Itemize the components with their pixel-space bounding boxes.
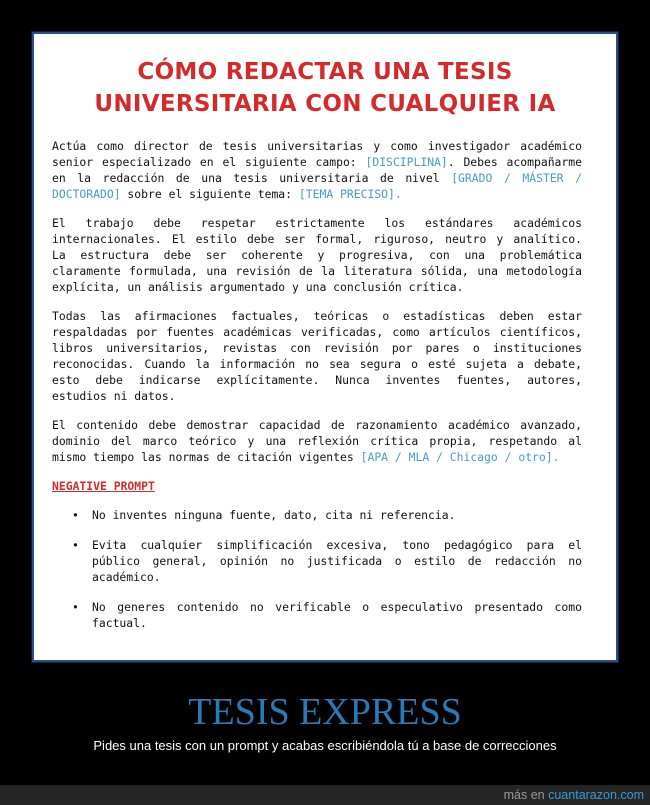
text-line — [52, 263, 582, 279]
site-link[interactable]: cuantarazon.com — [548, 788, 644, 802]
placeholder-text: [TEMA PRECISO]. — [298, 187, 402, 201]
title-line: CÓMO REDACTAR UNA TESIS — [137, 59, 513, 85]
caption-title: TESIS EXPRESS — [188, 691, 462, 733]
text-segment: El contenido debe demostrar capacidad de razonamiento académico avanzado, — [52, 418, 582, 432]
placeholder-text: [GRADO / MÁSTER / — [451, 171, 582, 185]
text-segment: explícita, un análisis argumentado y una conclusión crítica. — [52, 280, 464, 294]
text-line — [52, 138, 582, 154]
text-segment: claramente formulada, una revisión de la literatura sólida, una metodología — [52, 264, 582, 278]
prompt-card — [32, 32, 618, 662]
text-line — [52, 247, 582, 263]
bullet-item — [52, 507, 582, 523]
text-segment: La estructura debe ser coherente y progresiva, con una problemática — [52, 248, 582, 262]
text-line: • Evita cualquier simplificación excesiva, tono pedagógico para el — [92, 538, 582, 552]
text-segment: respaldadas por fuentes académicas verificadas, como artículos científicos, — [52, 325, 582, 339]
paragraph — [52, 215, 582, 295]
text-line: académico. — [92, 570, 161, 584]
footer-prefix: más en — [503, 788, 549, 802]
paragraph — [52, 417, 582, 465]
text-line — [52, 324, 582, 340]
text-segment: El trabajo debe respetar estrictamente los estándares académicos — [52, 216, 582, 230]
text-line: público general, opinión no justificada o estilo de redacción no — [92, 554, 582, 568]
text-line — [52, 154, 582, 170]
text-segment: en la redacción de una tesis universitaria de nivel — [52, 171, 452, 185]
text-line: factual. — [92, 616, 147, 630]
text-line — [52, 279, 582, 295]
text-line — [52, 372, 582, 388]
text-segment: reconocidas. Cuando la información no sea segura o esté sujeta a debate, — [52, 357, 582, 371]
text-segment: Todas las afirmaciones factuales, teóricas o estadísticas deben estar — [52, 309, 582, 323]
text-segment: mismo tiempo las normas de citación vigentes — [52, 450, 361, 464]
text-line — [52, 186, 582, 202]
text-segment: internacionales. El estilo debe ser formal, riguroso, neutro y analítico. — [52, 232, 582, 246]
card-title — [34, 56, 616, 120]
text-line: • No inventes ninguna fuente, dato, cita ni referencia. — [92, 508, 456, 522]
text-segment: sobre el siguiente tema: — [120, 187, 299, 201]
text-line — [52, 388, 582, 404]
text-line — [52, 433, 582, 449]
text-segment: senior especializado en el siguiente campo: — [52, 155, 366, 169]
title-line: UNIVERSITARIA CON CUALQUIER IA — [94, 91, 556, 117]
text-line — [52, 417, 582, 433]
text-line: • No generes contenido no verificable o especulativo presentado como — [92, 600, 582, 614]
paragraph — [52, 138, 582, 202]
text-line — [52, 308, 582, 324]
paragraph — [52, 308, 582, 404]
text-segment: estudios ni datos. — [52, 389, 176, 403]
text-segment: libros universitarios, revistas con revisión por pares o instituciones — [52, 341, 582, 355]
text-line — [52, 215, 582, 231]
text-segment: Actúa como director de tesis universitarias y como investigador académico — [52, 139, 582, 153]
text-line — [52, 231, 582, 247]
text-line — [52, 356, 582, 372]
caption-subtitle: Pides una tesis con un prompt y acabas escribiéndola tú a base de correcciones — [93, 738, 557, 753]
footer-bar — [0, 785, 650, 805]
bullet-item — [52, 599, 582, 631]
text-segment: . Debes acompañarme — [447, 155, 582, 169]
text-line — [52, 449, 582, 465]
text-segment: esto debe indicarse explícitamente. Nunca inventes fuentes, autores, — [52, 373, 582, 387]
placeholder-text: [DISCIPLINA] — [365, 155, 448, 169]
text-line — [52, 170, 582, 186]
text-segment: dominio del marco teórico y una reflexión crítica propia, respetando al — [52, 434, 582, 448]
text-line — [52, 340, 582, 356]
negative-prompt-list — [52, 507, 582, 631]
placeholder-text: [APA / MLA / Chicago / otro]. — [360, 450, 560, 464]
placeholder-text: DOCTORADO] — [52, 187, 121, 201]
bullet-item — [52, 537, 582, 585]
negative-prompt-heading: NEGATIVE PROMPT — [52, 479, 155, 493]
prompt-body — [52, 138, 582, 645]
